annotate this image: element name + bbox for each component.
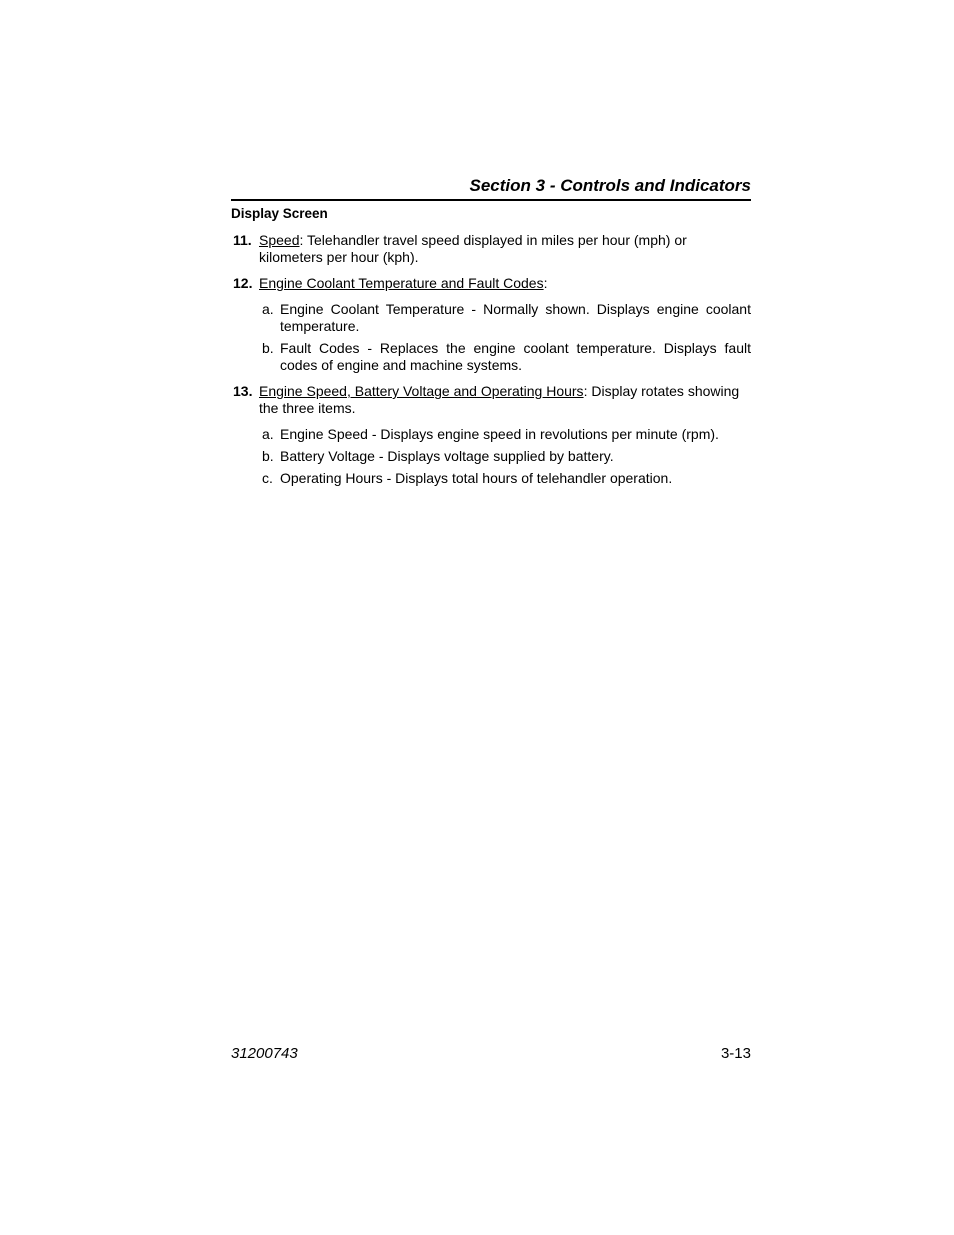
item-text: : [543,275,548,291]
section-title: Section 3 - Controls and Indicators [469,176,751,195]
sub-item-letter: a. [262,301,274,317]
item-text: : Telehandler travel speed displayed in miles per hour (mph) or kilometers per hour (kph). [259,232,687,265]
subitems-13 [231,426,751,487]
item-term: Engine Speed, Battery Voltage and Operating Hours [259,383,584,399]
sub-item-text: Fault Codes - Replaces the engine coolant temperature. Displays fault codes of engine and machine systems. [280,340,751,373]
list-item-11 [231,232,751,266]
sub-item-letter: a. [262,426,274,442]
sub-item-text: Engine Speed - Displays engine speed in revolutions per minute (rpm). [280,426,719,442]
item-number: 13. [233,383,253,399]
sub-item [259,426,751,443]
doc-number: 31200743 [231,1045,298,1062]
subheading: Display Screen [231,206,328,221]
sub-item-text: Battery Voltage - Displays voltage supplied by battery. [280,448,614,464]
sub-item-letter: b. [262,340,274,356]
item-number: 11. [233,232,252,248]
item-number: 12. [233,275,253,291]
subitems-12 [231,301,751,374]
page-number: 3-13 [720,1045,751,1062]
sub-item-letter: b. [262,448,274,464]
list-item-13 [231,383,751,417]
sub-item-text: Operating Hours - Displays total hours of telehandler operation. [280,470,673,486]
item-text: : Display rotates showing the three items. [259,383,740,416]
sub-item [259,301,751,335]
sub-item-text: Engine Coolant Temperature - Normally shown. Displays engine coolant temperature. [280,301,751,334]
page-header [231,176,751,201]
list-item-12 [231,275,751,292]
content [231,205,751,492]
sub-item-letter: c. [262,470,273,486]
sub-item [259,448,751,465]
item-term: Speed [259,232,300,248]
item-term: Engine Coolant Temperature and Fault Codes [259,275,544,291]
sub-item [259,340,751,374]
sub-item [259,470,751,487]
